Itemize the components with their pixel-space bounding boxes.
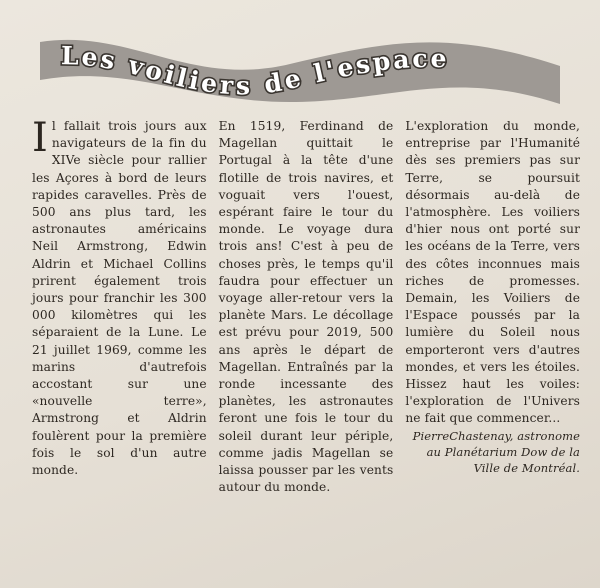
column-2-text: En 1519, Ferdinand de Magellan quittait le Portugal à la tête d'une flotille de trois navires, et voguait vers l'ouest, espérant faire le tour du monde. Le voyage dura trois ans! C'est à peu de choses près, le temps qu'il faudra pour effectuer un voyage aller-retour vers la planète Mars. Le décollage est prévu pour 2019, 500 ans après le départ de Magellan. Entraînés par la ronde incessante des planètes, les astronautes feront une fois le tour du soleil durant leur périple, comme jadis Magellan se laissa pousser par les vents autour du monde. — [218, 119, 394, 495]
column-3 — [405, 118, 580, 578]
wave-ribbon — [20, 18, 580, 128]
banner-title-text: Les voiliers de l'espace — [60, 41, 450, 101]
title-banner — [20, 18, 580, 128]
column-1-text: l fallait trois jours aux navigateurs de la fin du XIVe siècle pour rallier les Açores à bord de leurs rapides caravelles. Près de 500 ans plus tard, les astronautes américains Neil Armstrong, Edwin Aldrin et Michael Collins prirent également trois jours pour franchir les 300 000 kilomètres qui les séparaient de la Lune. Le 21 juillet 1969, comme les marins d'autrefois accostant sur une «nouvelle terre», Armstrong et Aldrin foulèrent pour la première fois le sol d'un autre monde. — [32, 119, 207, 478]
column-1-paragraph — [32, 115, 207, 479]
column-3-text: L'exploration du monde, entreprise par l'Humanité dès ses premiers pas sur Terre, se poursuit désormais au-delà de l'atmosphère. Les voiliers d'hier nous ont porté sur les océans de la Terre, vers des côtes inconnues mais riches de promesses. Demain, les Voiliers de l'Espace poussés par la lumière du Soleil nous emporteront vers d'autres mondes, et vers les étoiles. Hissez haut les voiles: l'exploration de l'Univers ne fait que commencer... — [405, 119, 581, 426]
column-2 — [219, 118, 394, 578]
column-1 — [32, 115, 207, 578]
author-signature: PierreChastenay, astronome au Planétarium Dow de la Ville de Montréal. — [412, 428, 581, 475]
article-columns — [32, 115, 581, 578]
drop-cap: I — [32, 115, 48, 161]
